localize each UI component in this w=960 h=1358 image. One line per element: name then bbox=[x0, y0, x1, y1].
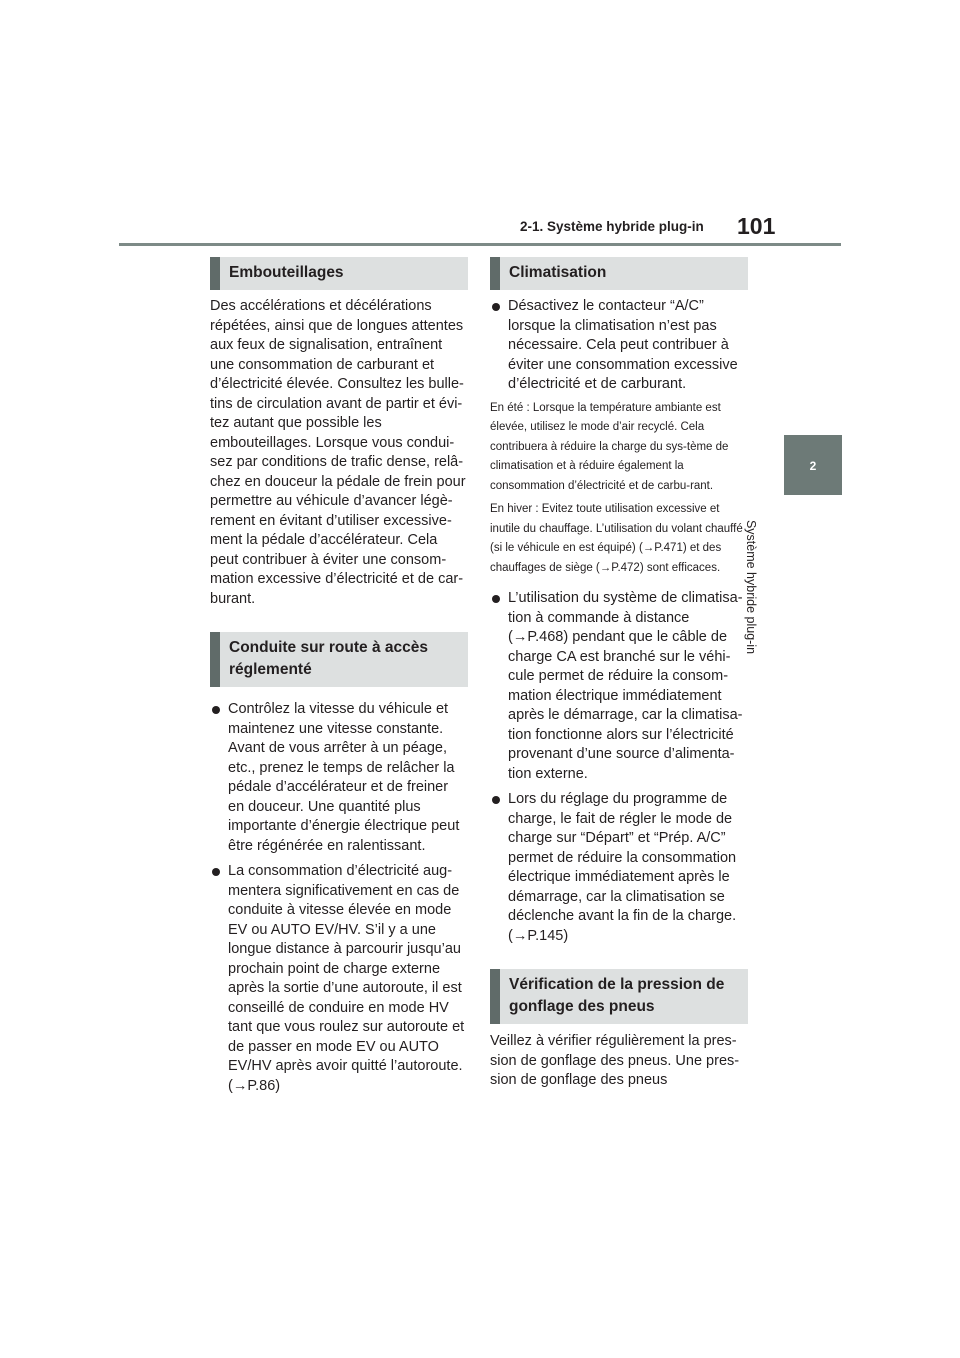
bullet-icon bbox=[212, 868, 220, 876]
route-bullet-1-text: Contrôlez la vitesse du véhicule et maintenez une vitesse constante. Avant de vous arrêter à un péage, etc., prenez le temps de relâcher la pédale d’accélérateur et de freiner en douceur. Une quantité plus importante d’énergie électrique peut être régénérée en ralentissant. bbox=[228, 701, 460, 854]
chapter-tab-label bbox=[744, 518, 821, 658]
embouteillages-body: Des accélérations et décélérations répétées, ainsi que de longues attentes aux feux de signalisation, entraînent une consommation de carburant et d’électricité élevée. Consultez les bulle-tins de circulation avant de partir et évi-tez autant que possible les embouteillages. Lorsque vous condui-sez par conditions de trafic dense, relâ-chez en douceur la pédale de frein pour permettre au véhicule d’avancer légè-rement en évitant d’utiliser excessive-ment la pédale d’accélérateur. Cela peut contribuer à éviter une consom-mation excessive d’électricité et de car-burant. bbox=[210, 298, 466, 607]
section-heading-climatisation: Climatisation bbox=[490, 257, 748, 290]
list-item bbox=[210, 700, 468, 856]
chapter-tab-label-text: Système hybride plug-in bbox=[744, 519, 758, 655]
section-heading-pneus: Vérification de la pression de gonflage des pneus bbox=[490, 969, 748, 1024]
bullet-icon bbox=[492, 796, 500, 804]
header-divider bbox=[119, 243, 841, 246]
list-item bbox=[490, 297, 748, 395]
chapter-tab[interactable] bbox=[784, 435, 842, 495]
bullet-icon bbox=[212, 706, 220, 714]
route-bullet-2-text: La consommation d’électricité aug-mentera significativement en cas de conduite à vitesse élevée en mode EV ou AUTO EV/HV. S’il y a une longue distance à parcourir jusqu’au prochain point de charge externe après la sortie d’une autoroute, il est conseillé de conduire en mode HV tant que vous roulez sur autoroute et de passer en mode EV ou AUTO EV/HV après avoir quitté l’autoroute. (→P.86) bbox=[228, 863, 465, 1094]
pneus-body: Veillez à vérifier régulièrement la pres-sion de gonflage des pneus. Une pres-sion de gonflage des pneus bbox=[490, 1033, 740, 1088]
list-item bbox=[210, 862, 468, 1096]
list-item bbox=[490, 589, 748, 784]
section-heading-embouteillages: Embouteillages bbox=[210, 257, 468, 290]
bullet-icon bbox=[492, 595, 500, 603]
clim-bullet-3-text: Lors du réglage du programme de charge, le fait de régler le mode de charge sur “Départ” et “Prép. A/C” permet de réduire la consommation électrique immédiatement après le démarrage, car la climatisation se déclenche avant la fin de la charge. (→P.145) bbox=[508, 791, 737, 944]
clim-bullet-2-text: L’utilisation du système de climatisa-tion à commande à distance (→P.468) pendant que le câble de charge CA est branché sur le véhi-cule permet de réduire la consom-mation électrique immédiatement après le démarrage, car la climatisa-tion fonctionne alors sur l’électricité provenant d’une source d’alimenta-tion externe. bbox=[508, 590, 743, 782]
section-heading-route: Conduite sur route à accès réglementé bbox=[210, 632, 468, 687]
clim-note-winter: En hiver : Evitez toute utilisation excessive et inutile du chauffage. L’utilisation du volant chauffé (si le véhicule en est équipé) (→P.471) et des chauffages de siège (→P.472) sont efficaces. bbox=[490, 503, 743, 574]
right-column bbox=[490, 257, 748, 1091]
chapter-tab-number: 2 bbox=[809, 459, 817, 473]
clim-bullet-1-text: Désactivez le contacteur “A/C” lorsque la climatisation n’est pas nécessaire. Cela peut contribuer à éviter une consommation excessive d’électricité et de carburant. bbox=[508, 298, 738, 392]
bullet-icon bbox=[492, 303, 500, 311]
clim-note-summer: En été : Lorsque la température ambiante est élevée, utilisez le mode d’air recyclé. Cela contribuera à réduire la charge du sys-tème de climatisation et à réduire également la consommation d’électricité et de carbu-rant. bbox=[490, 401, 729, 492]
chapter-title: 2-1. Système hybride plug-in bbox=[520, 219, 704, 234]
page-number: 101 bbox=[737, 213, 776, 239]
left-column bbox=[210, 257, 468, 1096]
list-item bbox=[490, 790, 748, 946]
